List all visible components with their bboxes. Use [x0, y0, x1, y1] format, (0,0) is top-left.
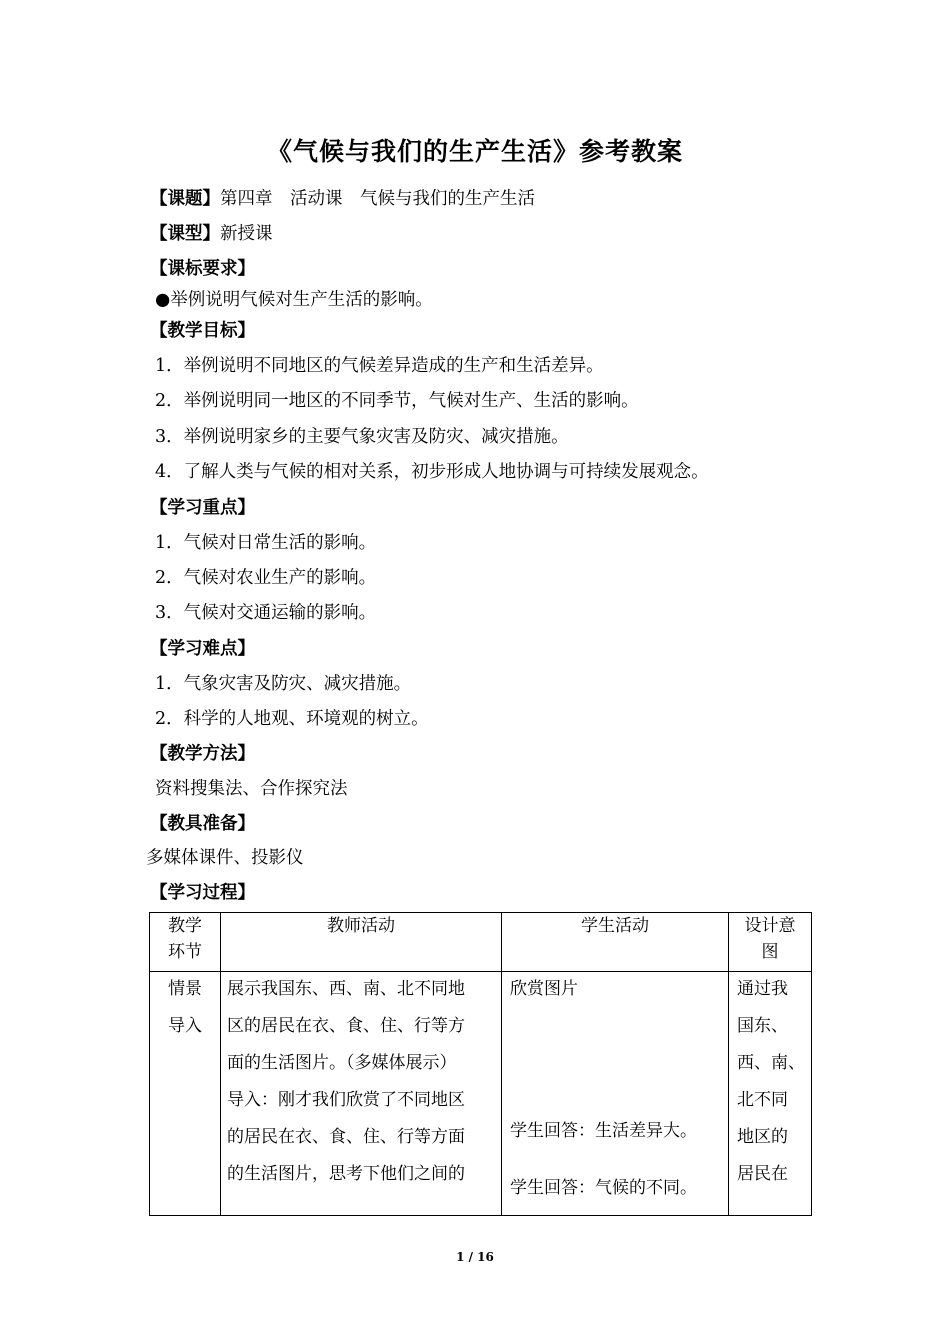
- objective-item: 1．举例说明不同地区的气候差异造成的生产和生活差异。: [155, 356, 604, 376]
- page-title: 《气候与我们的生产生活》参考教案: [266, 137, 683, 166]
- key-point-item: 3．气候对交通运输的影响。: [155, 603, 377, 623]
- page-number: 1 / 16: [456, 1250, 494, 1264]
- objectives-heading: 【教学目标】: [150, 321, 255, 341]
- difficulty-item: 2．科学的人地观、环境观的树立。: [155, 709, 429, 729]
- table-header-row: [150, 913, 812, 972]
- process-heading: 【学习过程】: [150, 883, 255, 903]
- topic-value: 第四章 活动课 气候与我们的生产生活: [220, 189, 535, 209]
- cell-stage: 情景 导入: [150, 972, 221, 1216]
- objective-item: 2．举例说明同一地区的不同季节，气候对生产、生活的影响。: [155, 391, 639, 411]
- header-stage: 教学 环节: [150, 913, 221, 972]
- standard-heading: 【课标要求】: [150, 259, 255, 279]
- type-label: 【课型】: [150, 224, 220, 244]
- header-teacher: 教师活动: [221, 913, 502, 972]
- key-points-heading: 【学习重点】: [150, 498, 255, 518]
- key-point-item: 1．气候对日常生活的影响。: [155, 533, 377, 553]
- key-point-item: 2．气候对农业生产的影响。: [155, 568, 377, 588]
- tools-heading: 【教具准备】: [150, 814, 255, 834]
- cell-student: 欣赏图片 学生回答：生活差异大。 学生回答：气候的不同。: [502, 972, 729, 1216]
- header-student: 学生活动: [502, 913, 729, 972]
- topic-label: 【课题】: [150, 189, 220, 209]
- cell-intent: 通过我 国东、 西、南、 北不同 地区的 居民在: [729, 972, 812, 1216]
- process-table: [149, 912, 812, 1216]
- type-line: [150, 223, 273, 245]
- topic-line: [150, 188, 535, 210]
- methods-heading: 【教学方法】: [150, 744, 255, 764]
- difficulties-heading: 【学习难点】: [150, 639, 255, 659]
- tools-value: 多媒体课件、投影仪: [146, 848, 304, 868]
- standard-item: ●举例说明气候对生产生活的影响。: [155, 290, 433, 310]
- type-value: 新授课: [220, 224, 273, 244]
- header-intent: 设计意 图: [729, 913, 812, 972]
- difficulty-item: 1．气象灾害及防灾、减灾措施。: [155, 674, 412, 694]
- cell-teacher: 展示我国东、西、南、北不同地 区的居民在衣、食、住、行等方 面的生活图片。（多媒体展示） 导入：刚才我们欣赏了不同地区 的居民在衣、食、住、行等方面 的生活图片，思考下他们之间的: [221, 972, 502, 1216]
- methods-value: 资料搜集法、合作探究法: [155, 779, 348, 799]
- table-row: [150, 972, 812, 1216]
- objective-item: 3．举例说明家乡的主要气象灾害及防灾、减灾措施。: [155, 427, 569, 447]
- objective-item: 4．了解人类与气候的相对关系，初步形成人地协调与可持续发展观念。: [155, 462, 709, 482]
